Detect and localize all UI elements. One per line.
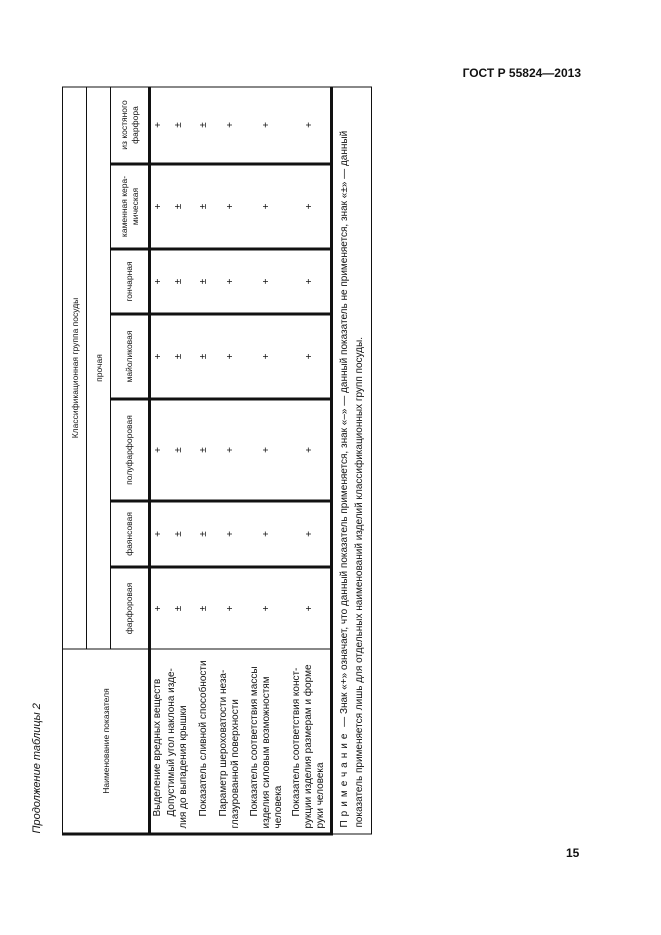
cell-value: ± bbox=[191, 399, 216, 501]
cell-value: + bbox=[244, 249, 289, 314]
table-row bbox=[216, 87, 244, 834]
cell-value: ± bbox=[165, 567, 191, 649]
cell-value: ± bbox=[165, 399, 191, 501]
rotated-table-block bbox=[30, 88, 382, 835]
group-header: Классификационная группа посуды bbox=[63, 87, 87, 649]
cell-value: + bbox=[150, 399, 166, 501]
continuation-caption: Продолжение таблицы 2 bbox=[31, 702, 43, 833]
cell-value: + bbox=[244, 567, 289, 649]
table-row bbox=[191, 87, 216, 834]
table-note bbox=[331, 87, 371, 834]
row-name-text: Показатель соответствия конст-рукции изделия размерам и форме руки человека bbox=[291, 663, 327, 828]
standard-number: ГОСТ Р 55824—2013 bbox=[462, 66, 581, 80]
cell-value: ± bbox=[165, 314, 191, 399]
cell-value: ± bbox=[191, 164, 216, 249]
cell-value: ± bbox=[165, 501, 191, 567]
row-name-text: Параметр шероховатости неза-глазурованной поверхности bbox=[218, 669, 241, 828]
column-header: полуфарфоровая bbox=[111, 399, 150, 501]
indicators-table bbox=[62, 86, 372, 835]
subgroup-header: прочая bbox=[87, 87, 111, 649]
column-header: фарфоровая bbox=[111, 567, 150, 649]
cell-value: + bbox=[150, 314, 166, 399]
cell-value: + bbox=[244, 87, 289, 164]
cell-value: ± bbox=[191, 501, 216, 567]
cell-value: + bbox=[216, 87, 244, 164]
note-text: — Знак «+» означает, что данный показатель применяется, знак «–» — данный показатель не применяется, знак «±» — данный показатель применяется лишь для отдельных наименований изделий классификационных групп посуды. bbox=[338, 130, 365, 827]
cell-value: + bbox=[289, 249, 331, 314]
cell-value: + bbox=[216, 249, 244, 314]
cell-value: ± bbox=[191, 249, 216, 314]
row-name bbox=[191, 649, 216, 834]
cell-value: ± bbox=[165, 87, 191, 164]
row-name-text: Допустимый угол наклона изде-лия до выпадения крышки bbox=[166, 667, 189, 828]
column-header: фаянсовая bbox=[111, 501, 150, 567]
table-row bbox=[289, 87, 331, 834]
cell-value: ± bbox=[165, 249, 191, 314]
note-label: Примечание bbox=[338, 729, 350, 827]
cell-value: + bbox=[289, 567, 331, 649]
cell-value: + bbox=[216, 399, 244, 501]
cell-value: ± bbox=[191, 567, 216, 649]
column-header: из костяного фарфора bbox=[111, 87, 150, 164]
row-name-text: Выделение вредных веществ bbox=[152, 678, 163, 816]
cell-value: ± bbox=[191, 314, 216, 399]
cell-value: + bbox=[289, 314, 331, 399]
cell-value: + bbox=[150, 164, 166, 249]
row-name bbox=[150, 649, 166, 834]
cell-value: + bbox=[244, 399, 289, 501]
row-name bbox=[289, 649, 331, 834]
cell-value: + bbox=[244, 314, 289, 399]
cell-value: + bbox=[216, 567, 244, 649]
cell-value: ± bbox=[165, 164, 191, 249]
column-header: гончарная bbox=[111, 249, 150, 314]
cell-value: + bbox=[216, 501, 244, 567]
cell-value: + bbox=[289, 501, 331, 567]
cell-value: + bbox=[150, 249, 166, 314]
cell-value: + bbox=[216, 314, 244, 399]
row-name bbox=[165, 649, 191, 834]
column-header: майоликовая bbox=[111, 314, 150, 399]
row-name bbox=[244, 649, 289, 834]
table-row bbox=[165, 87, 191, 834]
cell-value: + bbox=[150, 87, 166, 164]
row-name-text: Показатель соответствия массы изделия силовым возможностям человека bbox=[248, 665, 284, 828]
row-name-text: Показатель сливной способности bbox=[197, 659, 209, 816]
cell-value: + bbox=[289, 164, 331, 249]
column-header: каменная кера-мическая bbox=[111, 164, 150, 249]
row-name bbox=[216, 649, 244, 834]
name-header: Наименование показателя bbox=[63, 649, 150, 834]
table-row bbox=[150, 87, 166, 834]
table-row bbox=[244, 87, 289, 834]
cell-value: + bbox=[150, 567, 166, 649]
cell-value: + bbox=[150, 501, 166, 567]
cell-value: + bbox=[244, 501, 289, 567]
page-number: 15 bbox=[566, 846, 580, 860]
cell-value: + bbox=[289, 399, 331, 501]
cell-value: + bbox=[216, 164, 244, 249]
cell-value: ± bbox=[191, 87, 216, 164]
cell-value: + bbox=[244, 164, 289, 249]
cell-value: + bbox=[289, 87, 331, 164]
